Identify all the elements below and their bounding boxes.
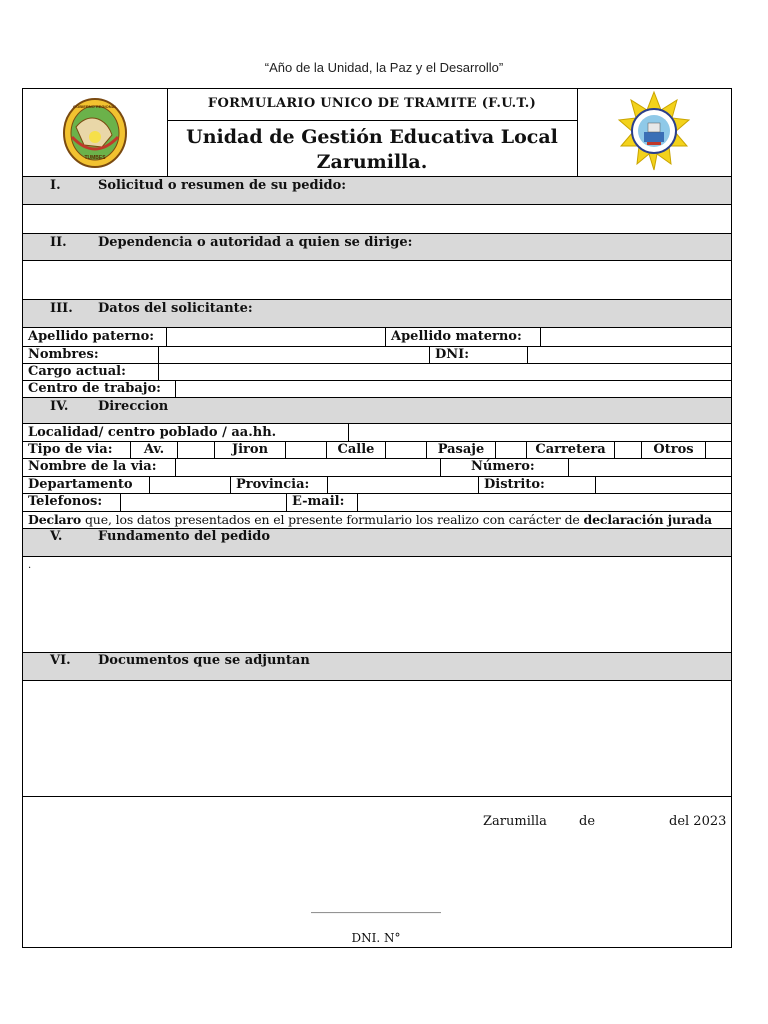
signature-dni: DNI. N° <box>351 931 401 945</box>
telefonos-label: Telefonos: <box>28 494 103 509</box>
org-name-line1: Unidad de Gestión Educativa Local <box>186 126 558 148</box>
numero-label: Número: <box>471 459 535 474</box>
rule <box>22 796 732 797</box>
section-3-title: Datos del solicitante: <box>98 301 253 316</box>
nombres-field[interactable] <box>159 347 428 363</box>
cell-divider <box>286 494 287 511</box>
ugel-zarumilla-logo-icon <box>617 90 691 172</box>
header-title-divider <box>167 120 577 121</box>
distrito-field[interactable] <box>596 477 731 493</box>
via-option-carretera: Carretera <box>535 442 606 457</box>
section-4-title: Direccion <box>98 399 169 414</box>
section-5-number: V. <box>50 529 63 544</box>
declaration-text <box>28 512 712 527</box>
centro-trabajo-field[interactable] <box>176 381 731 397</box>
email-label: E-mail: <box>292 494 345 509</box>
signature-de: de <box>579 814 596 829</box>
cell-divider <box>440 459 441 476</box>
section-4-number: IV. <box>50 399 69 414</box>
via-option-pasaje: Pasaje <box>437 442 485 457</box>
section-2-title: Dependencia o autoridad a quien se dirige: <box>98 235 413 250</box>
gobierno-regional-logo-icon <box>62 97 128 169</box>
dependencia-field[interactable] <box>23 261 731 299</box>
cargo-actual-label: Cargo actual: <box>28 364 126 379</box>
localidad-label: Localidad/ centro poblado / aa.hh. <box>28 425 277 440</box>
departamento-label: Departamento <box>28 477 133 492</box>
section-1-title: Solicitud o resumen de su pedido: <box>98 178 347 193</box>
via-option-av: Av. <box>143 442 165 457</box>
cell-divider <box>478 477 479 493</box>
centro-trabajo-label: Centro de trabajo: <box>28 381 161 396</box>
via-option-calle: Calle <box>337 442 375 457</box>
apellido-paterno-label: Apellido paterno: <box>28 329 155 344</box>
via-jiron-checkbox[interactable] <box>286 442 326 458</box>
via-calle-checkbox[interactable] <box>386 442 426 458</box>
nombres-label: Nombres: <box>28 347 99 362</box>
via-av-checkbox[interactable] <box>178 442 214 458</box>
declaration-declaro: Declaro <box>28 512 82 527</box>
signature-line: ____________________ <box>311 899 441 914</box>
fundamento-mark: . <box>28 560 32 571</box>
email-field[interactable] <box>358 494 731 511</box>
form-title: FORMULARIO UNICO DE TRAMITE (F.U.T.) <box>207 96 537 111</box>
left-logo-bottom-text: TUMBES <box>84 155 106 161</box>
via-option-jiron: Jiron <box>231 442 269 457</box>
solicitud-field[interactable] <box>23 205 731 233</box>
cell-divider <box>429 347 430 363</box>
localidad-field[interactable] <box>349 424 731 441</box>
section-6-title: Documentos que se adjuntan <box>98 653 310 668</box>
section-1-number: I. <box>50 178 61 193</box>
numero-field[interactable] <box>569 459 731 476</box>
declaration-jurada: declaración jurada <box>583 512 712 527</box>
apellido-paterno-field[interactable] <box>167 328 384 346</box>
header-divider-right <box>577 88 578 176</box>
dni-label: DNI: <box>435 347 470 362</box>
signature-city: Zarumilla <box>483 814 547 829</box>
documentos-field[interactable] <box>23 681 731 796</box>
left-logo-top-text: GOBIERNO REGIONAL <box>72 104 117 109</box>
apellido-materno-label: Apellido materno: <box>391 329 522 344</box>
distrito-label: Distrito: <box>484 477 545 492</box>
section-2-number: II. <box>50 235 67 250</box>
org-name-line2: Zarumilla. <box>316 151 428 173</box>
motto-text: “Año de la Unidad, la Paz y el Desarrollo” <box>264 60 504 75</box>
provincia-label: Provincia: <box>236 477 310 492</box>
section-5-title: Fundamento del pedido <box>98 529 271 544</box>
declaration-body: que, los datos presentados en el presente formulario los realizo con carácter de <box>81 512 584 527</box>
nombre-via-field[interactable] <box>176 459 440 476</box>
cell-divider <box>230 477 231 493</box>
via-otros-checkbox[interactable] <box>706 442 731 458</box>
via-carretera-checkbox[interactable] <box>615 442 641 458</box>
cell-divider <box>385 328 386 346</box>
apellido-materno-field[interactable] <box>541 328 731 346</box>
section-3-number: III. <box>50 301 73 316</box>
cargo-actual-field[interactable] <box>159 364 731 380</box>
fundamento-field[interactable] <box>23 557 731 652</box>
nombre-via-label: Nombre de la via: <box>28 459 157 474</box>
telefonos-field[interactable] <box>121 494 286 511</box>
tipo-via-label: Tipo de via: <box>28 442 113 457</box>
via-pasaje-checkbox[interactable] <box>496 442 526 458</box>
section-6-number: VI. <box>50 653 71 668</box>
provincia-field[interactable] <box>328 477 478 493</box>
departamento-field[interactable] <box>150 477 230 493</box>
dni-field[interactable] <box>528 347 731 363</box>
via-option-otros: Otros <box>653 442 694 457</box>
signature-year: del 2023 <box>669 814 727 829</box>
